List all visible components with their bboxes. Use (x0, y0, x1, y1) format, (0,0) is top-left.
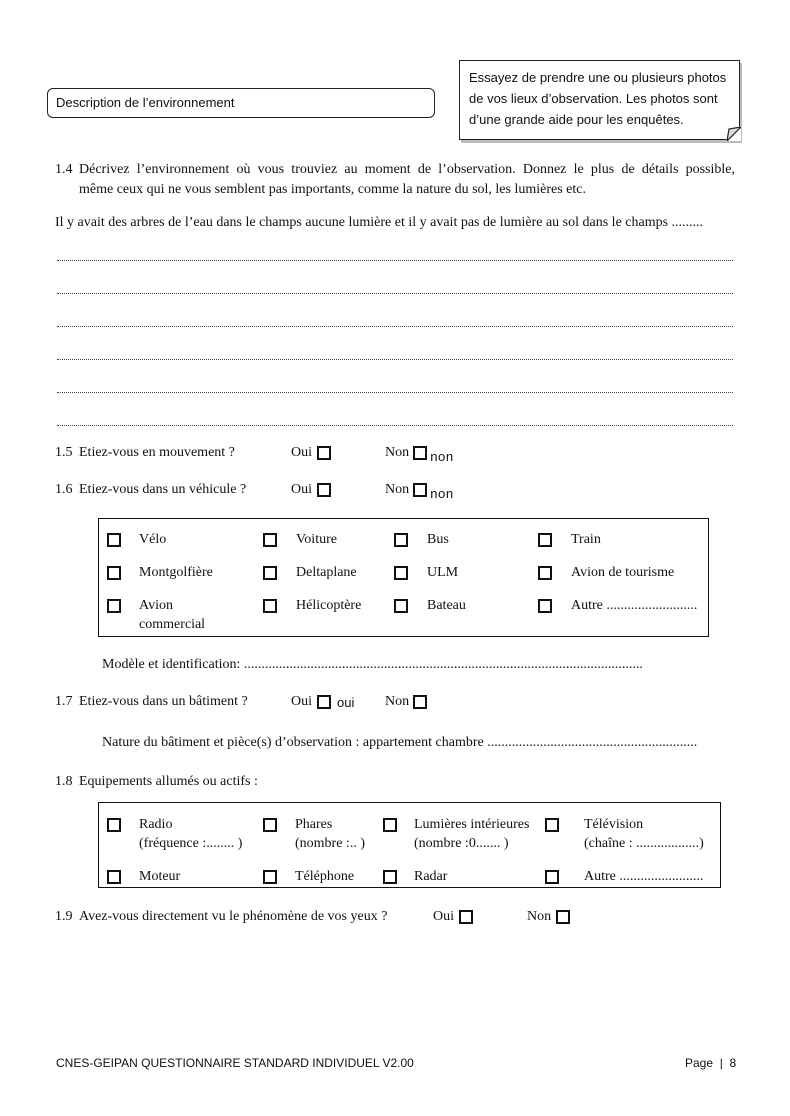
page-number: 8 (729, 1056, 737, 1070)
q16-oui-label: Oui (291, 482, 312, 497)
q17-oui-label: Oui (291, 694, 312, 709)
deltaplane-label: Deltaplane (296, 565, 357, 580)
q17-non-label: Non (385, 694, 410, 709)
footer-document-title: CNES-GEIPAN QUESTIONNAIRE STANDARD INDIVIDUEL V2.00 (56, 1056, 414, 1070)
moteur-checkbox[interactable] (107, 870, 121, 884)
phares-checkbox[interactable] (263, 818, 277, 832)
avion-tourisme-checkbox[interactable] (538, 566, 552, 580)
q15-question: Etiez-vous en mouvement ? (79, 445, 235, 460)
avion-commercial-label-cont: commercial (139, 617, 206, 632)
note-line: d’une grande aide pour les enquêtes. (469, 112, 684, 127)
radio-checkbox[interactable] (107, 818, 121, 832)
note-line: de vos lieux d’observation. Les photos sont (469, 91, 718, 106)
q15-answer: non (430, 450, 454, 465)
q15-oui-checkbox[interactable] (317, 446, 331, 460)
answer-line[interactable] (57, 378, 733, 393)
answer-line[interactable] (57, 312, 733, 327)
q19-oui-checkbox[interactable] (459, 910, 473, 924)
note-line: Essayez de prendre une ou plusieurs photos (469, 70, 727, 85)
avion-commercial-label: Avion (139, 598, 173, 613)
photo-tip-note (459, 60, 740, 140)
television-checkbox[interactable] (545, 818, 559, 832)
bus-checkbox[interactable] (394, 533, 408, 547)
radar-label: Radar (414, 869, 448, 884)
train-label: Train (571, 532, 601, 547)
autre-equipement-label: Autre ........................ (584, 869, 704, 884)
voiture-label: Voiture (296, 532, 337, 547)
q15-non-checkbox[interactable] (413, 446, 427, 460)
q16-question: Etiez-vous dans un véhicule ? (79, 482, 247, 497)
bus-label: Bus (427, 532, 449, 547)
helicoptere-checkbox[interactable] (263, 599, 277, 613)
q17-answer: oui (337, 695, 355, 710)
television-label: Télévision (584, 817, 644, 832)
folded-corner-icon (727, 127, 741, 141)
q16-oui-checkbox[interactable] (317, 483, 331, 497)
q19-non-label: Non (527, 909, 552, 924)
phares-label: Phares (295, 817, 333, 832)
q19-question: Avez-vous directement vu le phénomène de vos yeux ? (79, 909, 388, 924)
lumieres-label: Lumières intérieures (414, 817, 530, 832)
montgolfiere-label: Montgolfière (139, 565, 213, 580)
avion-tourisme-label: Avion de tourisme (571, 565, 675, 580)
q15-oui-label: Oui (291, 445, 312, 460)
page-separator: | (716, 1056, 727, 1070)
q16-non-label: Non (385, 482, 410, 497)
radio-label: Radio (139, 817, 173, 832)
building-nature-field[interactable]: Nature du bâtiment et pièce(s) d’observation : appartement chambre ............................................................ (102, 735, 698, 750)
q16-non-checkbox[interactable] (413, 483, 427, 497)
q17-oui-checkbox[interactable] (317, 695, 331, 709)
q14-question-line2: même ceux qui ne vous semblent pas importants, comme la nature du sol, les lumières etc. (79, 182, 586, 197)
q19-number: 1.9 (55, 909, 73, 924)
q17-number: 1.7 (55, 694, 73, 709)
ulm-checkbox[interactable] (394, 566, 408, 580)
answer-line[interactable] (57, 279, 733, 294)
moteur-label: Moteur (139, 869, 181, 884)
bateau-label: Bateau (427, 598, 466, 613)
autre-equipement-checkbox[interactable] (545, 870, 559, 884)
q19-oui-label: Oui (433, 909, 454, 924)
radar-checkbox[interactable] (383, 870, 397, 884)
telephone-label: Téléphone (295, 869, 355, 884)
q15-non-label: Non (385, 445, 410, 460)
deltaplane-checkbox[interactable] (263, 566, 277, 580)
lumieres-checkbox[interactable] (383, 818, 397, 832)
ulm-label: ULM (427, 565, 459, 580)
velo-checkbox[interactable] (107, 533, 121, 547)
phares-count-field[interactable]: (nombre :.. ) (295, 836, 365, 851)
answer-line[interactable] (57, 411, 733, 426)
train-checkbox[interactable] (538, 533, 552, 547)
q19-non-checkbox[interactable] (556, 910, 570, 924)
q14-question-line1: Décrivez l’environnement où vous trouviez au moment de l’observation. Donnez le plus de détails possible, (79, 162, 735, 177)
montgolfiere-checkbox[interactable] (107, 566, 121, 580)
q16-number: 1.6 (55, 482, 73, 497)
lumieres-count-field[interactable]: (nombre :0....... ) (414, 836, 509, 851)
answer-line[interactable] (57, 246, 733, 261)
q18-number: 1.8 (55, 774, 73, 789)
velo-label: Vélo (139, 532, 167, 547)
footer-page-indicator (685, 1056, 736, 1070)
autre-vehicule-checkbox[interactable] (538, 599, 552, 613)
q16-answer: non (430, 487, 454, 502)
q14-number: 1.4 (55, 162, 73, 177)
page-label: Page (685, 1056, 714, 1070)
television-channel-field[interactable]: (chaîne : ..................) (584, 836, 704, 851)
voiture-checkbox[interactable] (263, 533, 277, 547)
telephone-checkbox[interactable] (263, 870, 277, 884)
bateau-checkbox[interactable] (394, 599, 408, 613)
section-title-box (47, 88, 435, 118)
autre-vehicule-label: Autre .......................... (571, 598, 698, 613)
answer-line[interactable] (57, 345, 733, 360)
helicoptere-label: Hélicoptère (296, 598, 362, 613)
q17-question: Etiez-vous dans un bâtiment ? (79, 694, 248, 709)
q15-number: 1.5 (55, 445, 73, 460)
radio-frequency-field[interactable]: (fréquence :........ ) (139, 836, 243, 851)
q17-non-checkbox[interactable] (413, 695, 427, 709)
section-title: Description de l’environnement (56, 95, 235, 110)
q18-question: Equipements allumés ou actifs : (79, 774, 258, 789)
model-identification-field[interactable]: Modèle et identification: .................................................................................................................. (102, 657, 643, 672)
avion-commercial-checkbox[interactable] (107, 599, 121, 613)
q14-answer[interactable]: Il y avait des arbres de l’eau dans le champs aucune lumière et il y avait pas de lumière au sol dans le champs ......... (55, 215, 704, 230)
